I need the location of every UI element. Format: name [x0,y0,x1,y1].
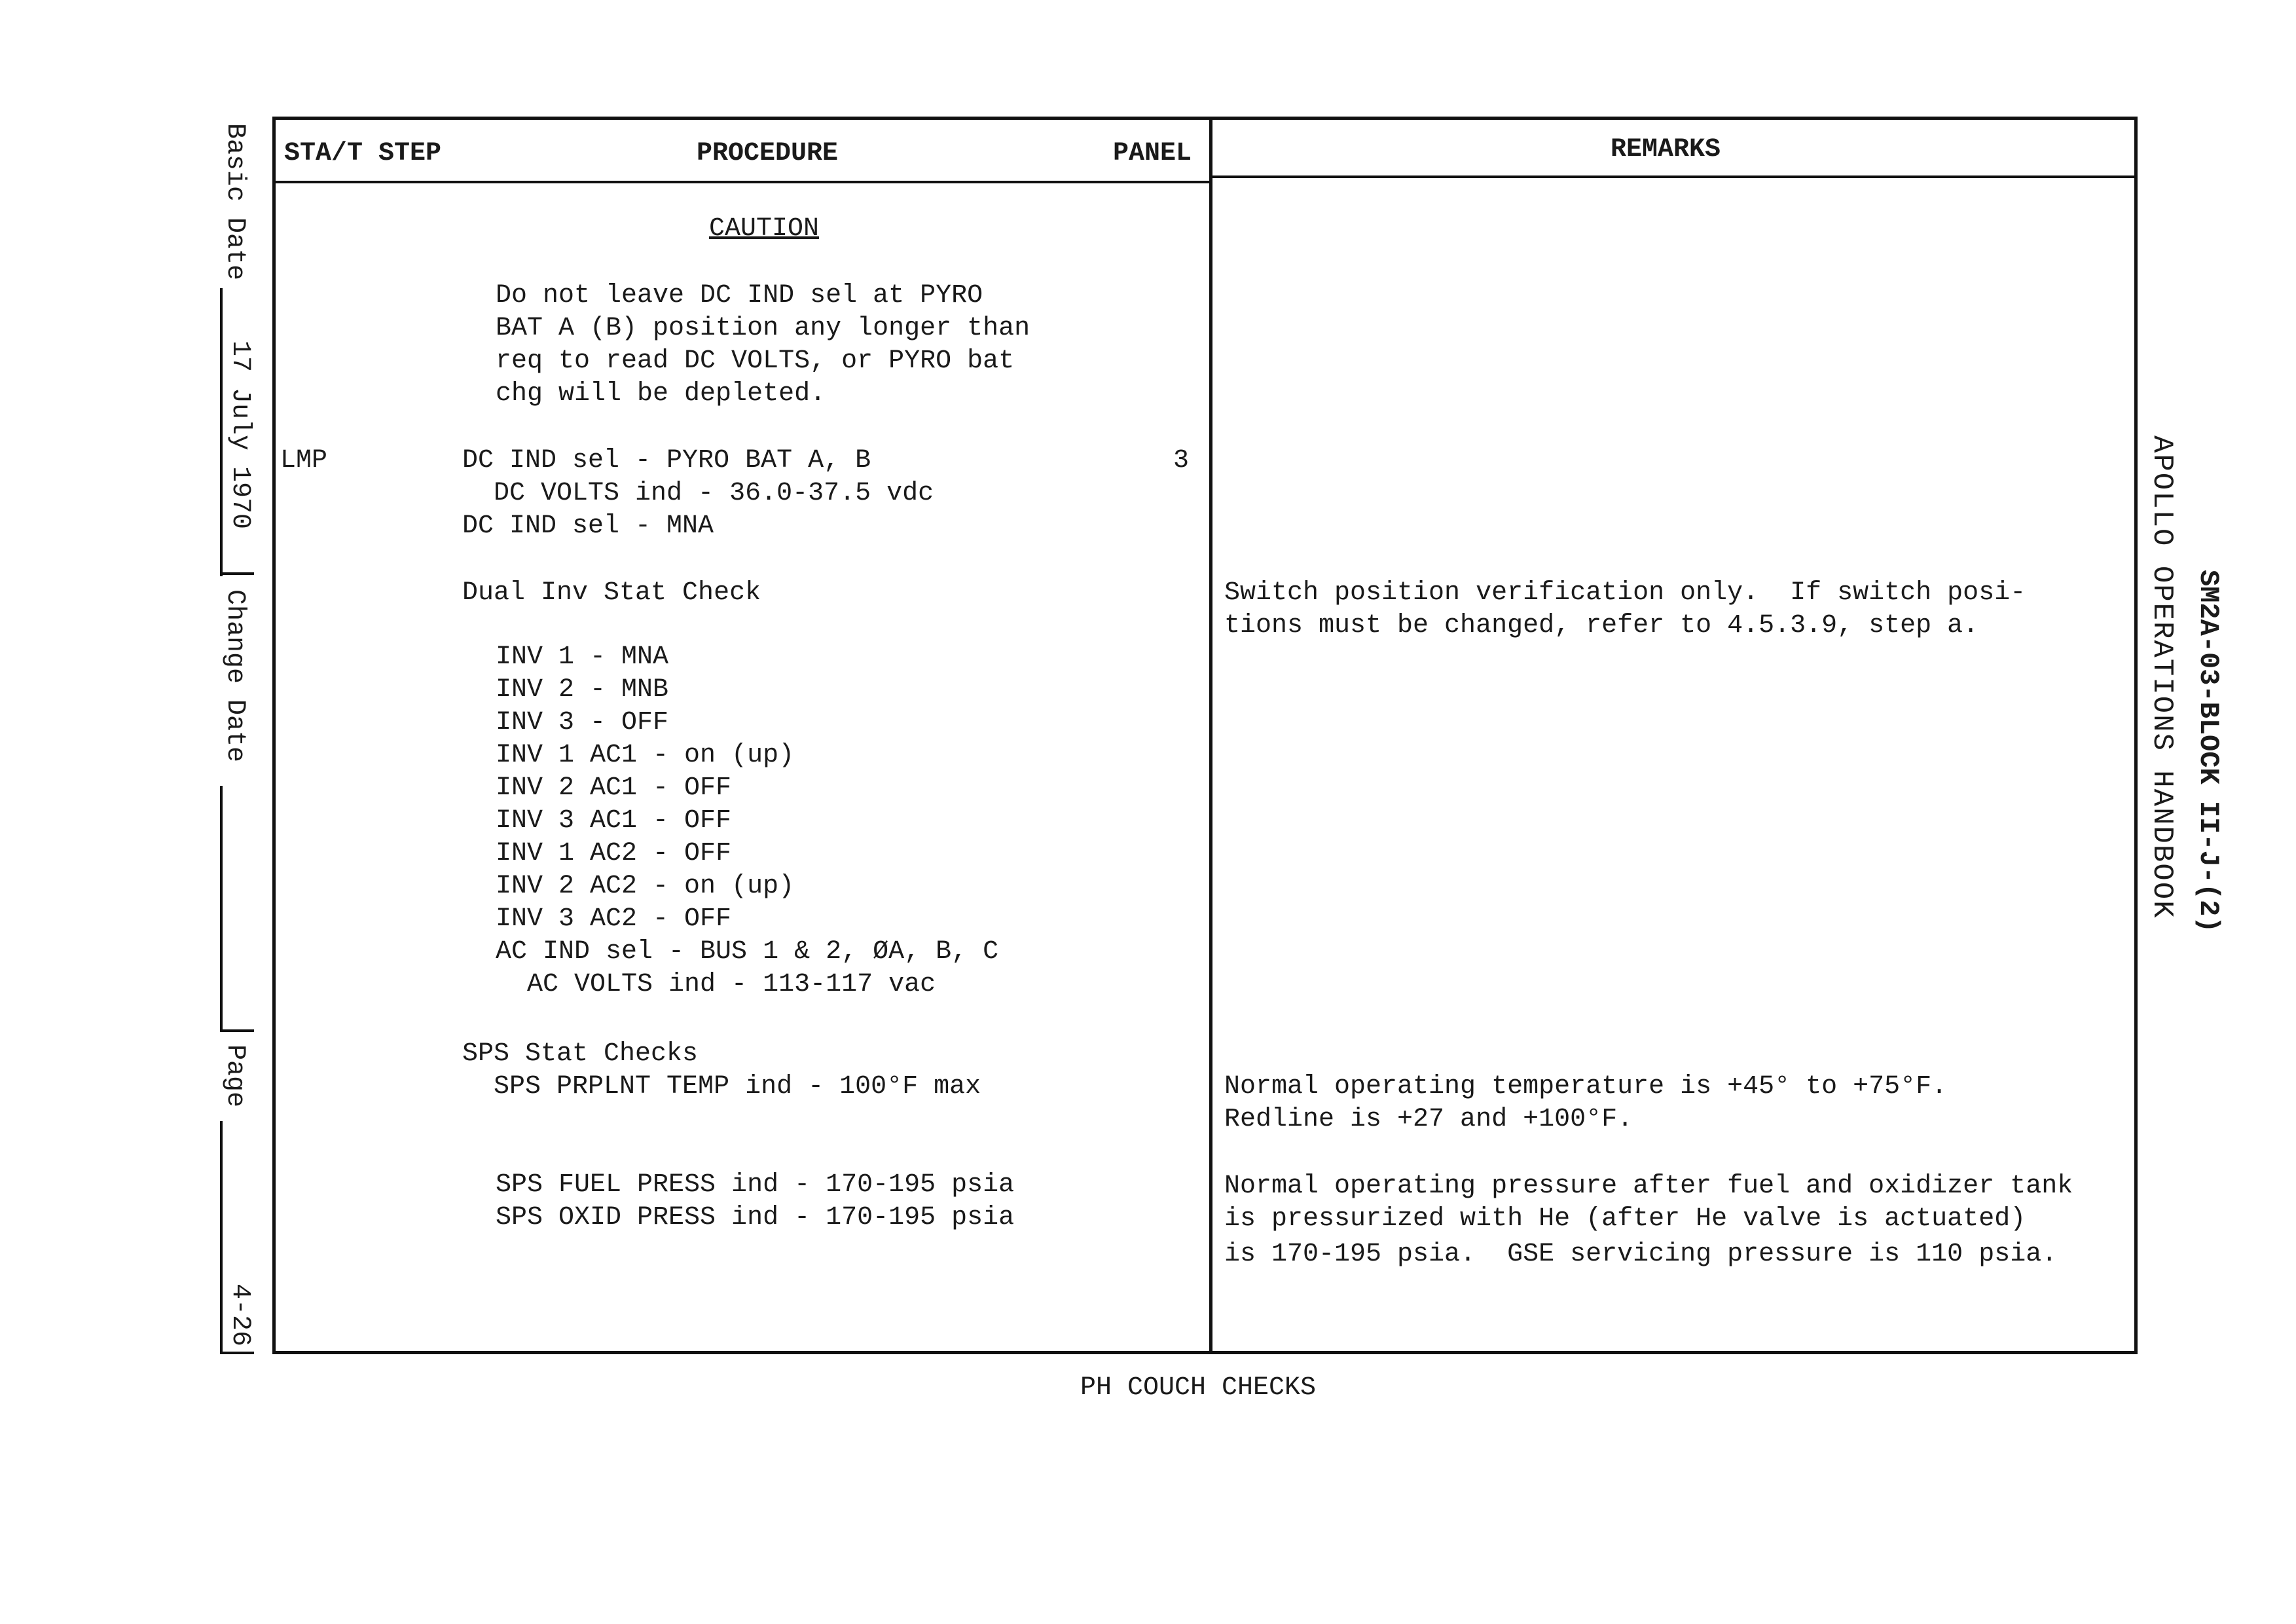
inv-step: INV 2 - MNB [496,675,669,705]
document-number: SM2A-03-BLOCK II-J-(2) [2193,570,2224,933]
inv-step: INV 3 AC1 - OFF [496,806,732,836]
station-lmp: LMP [280,446,328,475]
sps-check-title: SPS Stat Checks [462,1039,699,1069]
header-rule-right [1211,175,2138,178]
remark-line: tions must be changed, refer to 4.5.3.9, step a. [1224,611,1979,640]
page-number: 4-26 [225,1283,255,1347]
inv-step: INV 2 AC2 - on (up) [496,872,795,901]
header-panel: PANEL [1113,139,1192,168]
inv-check-title: Dual Inv Stat Check [462,578,761,608]
change-date-label: Change Date [220,589,249,763]
header-rule-left [272,181,1211,183]
page-end-rule [220,1352,254,1354]
inv-step: INV 3 - OFF [496,708,669,737]
caution-line: chg will be depleted. [496,379,826,409]
basic-date-value: 17 July 1970 [225,341,255,530]
caution-title: CAUTION [709,214,820,244]
remark-line: Normal operating pressure after fuel and oxidizer tank [1224,1172,2073,1201]
remark-line: is pressurized with He (after He valve is actuated) [1224,1204,2026,1234]
change-date-rule [220,786,223,1032]
basic-date-end-rule [220,572,254,575]
inv-step: INV 1 AC1 - on (up) [496,741,795,770]
sps-press-step: SPS OXID PRESS ind - 170-195 psia [496,1203,1015,1232]
sps-temp-step: SPS PRPLNT TEMP ind - 100°F max [462,1072,981,1101]
inv-step: AC IND sel - BUS 1 & 2, ØA, B, C [496,937,999,967]
remark-line: Switch position verification only. If switch posi- [1224,578,2026,608]
procedure-step: DC IND sel - MNA [462,511,714,541]
inv-step: INV 1 AC2 - OFF [496,839,732,868]
inv-step: AC VOLTS ind - 113-117 vac [496,970,936,999]
section-title: PH COUCH CHECKS [1080,1373,1317,1403]
basic-date-label: Basic Date [220,123,249,281]
caution-line: BAT A (B) position any longer than [496,314,1030,343]
panel-value: 3 [1173,446,1190,475]
procedure-step: DC IND sel - PYRO BAT A, B [462,446,871,475]
remark-line: Normal operating temperature is +45° to +75°F. [1224,1072,1948,1101]
page-label: Page [220,1044,249,1108]
remark-line: Redline is +27 and +100°F. [1224,1105,1633,1134]
basic-date-rule [220,288,223,576]
remarks-column-divider [1209,117,1212,1354]
inv-step: INV 2 AC1 - OFF [496,773,732,803]
procedure-step: DC VOLTS ind - 36.0-37.5 vdc [462,479,934,508]
header-sta-step: STA/T STEP [284,139,442,168]
inv-step: INV 1 - MNA [496,642,669,672]
sps-press-step: SPS FUEL PRESS ind - 170-195 psia [496,1170,1015,1200]
change-date-end-rule [220,1029,254,1032]
caution-line: Do not leave DC IND sel at PYRO [496,281,983,310]
header-procedure: PROCEDURE [697,139,839,168]
handbook-title: APOLLO OPERATIONS HANDBOOK [2145,435,2178,919]
inv-step: INV 3 AC2 - OFF [496,904,732,934]
remark-line: is 170-195 psia. GSE servicing pressure is 110 psia. [1224,1240,2058,1269]
page-rule [220,1121,223,1354]
header-remarks: REMARKS [1611,135,1721,164]
caution-line: req to read DC VOLTS, or PYRO bat [496,346,1015,376]
